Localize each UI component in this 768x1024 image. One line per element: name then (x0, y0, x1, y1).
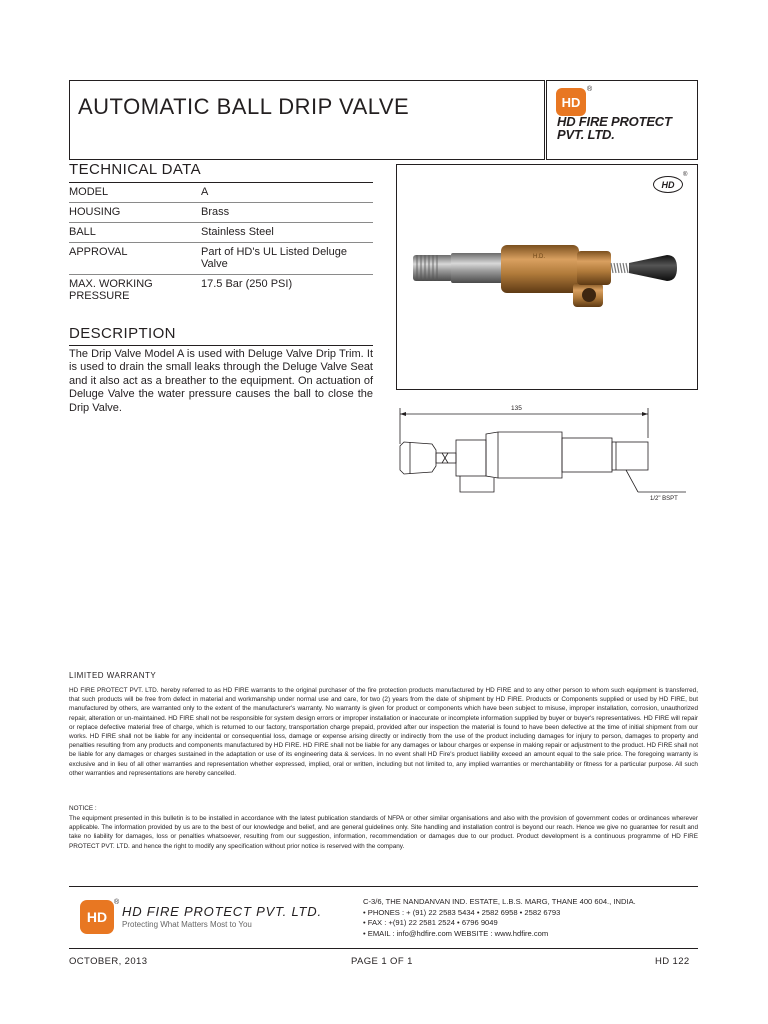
spec-value: Stainless Steel (201, 223, 373, 243)
spec-value: Brass (201, 203, 373, 223)
stem-outline (436, 453, 456, 463)
table-row (69, 183, 373, 203)
registered-mark: ® (683, 172, 688, 178)
body-neck-outline (456, 440, 486, 476)
company-name (557, 115, 672, 141)
registered-mark: ® (587, 86, 593, 93)
notice-text: The equipment presented in this bulletin is to be installed in accordance with the latest publication standards of NFPA or other similar organisations and also with the provision of government codes or ordinances wherever applicable. The information provided by us are to the best of our knowledge and belief, and are general guidelines only. Site handling and installation control is beyond our reach. Hence we give no guarantee for result and take no liability for damages, loss or penalties whatsoever, resulting from our suggestion, information, recommendation or damages due to our product. Product development is a continuous programme of HD FIRE PROTECT PVT. LTD. and hence the right to modify any specification without prior notice is reserved with the company. (69, 815, 698, 850)
company-logo-icon: HD (556, 88, 586, 116)
brass-neck (577, 251, 611, 285)
leader-line (626, 470, 638, 492)
footer-address: C-3/6, THE NANDANVAN IND. ESTATE, L.B.S. MARG, THANE 400 604., INDIA. (363, 897, 636, 906)
table-row (69, 223, 373, 243)
nipple-outline (562, 438, 612, 472)
footer-email-website: • EMAIL : info@hdfire.com WEBSITE : www.hdfire.com (363, 928, 549, 938)
dimension-drawing (386, 400, 698, 510)
footer-fax: • FAX : +(91) 22 2581 2524 • 6796 9049 (363, 918, 498, 928)
footer-date: OCTOBER, 2013 (69, 956, 148, 967)
warranty-text: HD FIRE PROTECT PVT. LTD. hereby referred to as HD FIRE warrants to the original purchaser of the fire protection products manufactured by HD FIRE and to any other person to whom such equipment is transferred, that such products will be free from defect in material and workmanship under normal use and care, for two (2) years from the date of shipment by HD FIRE. Products or Components supplied or used by HD FIRE, but manufactured by others, are warranted only to the extent of the manufacturer's warranty. No warranty is given for product or components which have been subject to misuse, improper installation, corrosion, unauthorized repair, alteration or un-maintained. HD FIRE shall not be responsible for system design errors or improper installation or inaccurate or incomplete information supplied by buyer or buyer's representatives. HD FIRE will repair or replace defective material free of charge, which is returned to our factory, transportation charge prepaid, provided after our inspection the material is found to have been defective at the time of initial shipment from our works. HD FIRE shall not be liable for any incidental or consequential loss, damage or expense arising directly or indirectly from the use of the product including damages for injury to person, damages to property and penalties resulting from any products and components manufactured by HD FIRE. HD FIRE shall not be liable for any damages or labour charges or expense in making repair or adjustment to the product. HD FIRE shall not be liable for any damages or charges sustained in the adaptation or use of its engineering data & services. In no event shall HD Fire's product liability exceed an amount equal to the sale price. The foregoing warranty is exclusive and in lieu of all other warranties and representation whether expressed, implied, oral or written, including but not limited to, any implied warranties or merchantability or fitness for a particular purpose. All such other warranties and representations are hereby cancelled. (69, 687, 698, 777)
spec-label: HOUSING (69, 203, 201, 223)
section-rule (69, 345, 373, 346)
footer-logo-icon: HD (80, 900, 114, 934)
footer-rule (69, 948, 698, 949)
spec-value: 17.5 Bar (250 PSI) (201, 278, 293, 290)
thread-outline (612, 442, 648, 470)
company-name-line2: PVT. LTD. (557, 127, 615, 142)
steel-nipple (451, 253, 503, 283)
spring (611, 263, 628, 273)
description-heading: DESCRIPTION (69, 325, 176, 342)
technical-data-heading: TECHNICAL DATA (69, 161, 202, 178)
footer-doc-code: HD 122 (655, 956, 690, 967)
footer-phones: • PHONES : + (91) 22 2583 5434 • 2582 6958 • 2582 6793 (363, 907, 561, 917)
spec-label: MAX. WORKING PRESSURE (69, 278, 153, 302)
company-name-line1: HD FIRE PROTECT (557, 114, 672, 129)
footer-rule (69, 886, 698, 887)
table-row (69, 275, 373, 307)
body-stamp: H.D. (533, 254, 545, 260)
spec-value: Part of HD's UL Listed Deluge Valve (201, 243, 373, 275)
description-text: The Drip Valve Model A is used with Deluge Valve Drip Trim. It is used to drain the small leaks through the Deluge Valve Seat and it also act as a breather to the equipment. On actuation of Deluge Valve the water pressure causes the ball to close the Drip Valve. (69, 348, 373, 414)
black-knob (629, 255, 677, 281)
registered-mark: ® (114, 899, 120, 906)
arrowhead (642, 412, 648, 416)
knob-outline (400, 442, 436, 474)
footer-tagline: Protecting What Matters Most to You (122, 920, 252, 929)
table-row (69, 243, 373, 275)
spec-label: BALL (69, 223, 201, 243)
technical-data-table (69, 183, 373, 306)
dimension-label: 135 (511, 405, 522, 412)
body-outline (486, 432, 562, 478)
table-row (69, 203, 373, 223)
title-box (69, 80, 545, 160)
port-opening (582, 288, 596, 302)
thread-label: 1/2" BSPT (650, 496, 678, 502)
brass-body (501, 245, 579, 293)
page-title: AUTOMATIC BALL DRIP VALVE (78, 94, 410, 119)
product-photo (405, 225, 689, 315)
port-outline (460, 476, 494, 492)
hd-badge-icon: HD (653, 176, 683, 193)
spec-value: A (201, 183, 373, 203)
footer-page-number: PAGE 1 OF 1 (351, 956, 413, 967)
footer-company-name: HD FIRE PROTECT PVT. LTD. (122, 904, 322, 919)
arrowhead (400, 412, 406, 416)
warranty-heading: LIMITED WARRANTY (69, 671, 157, 680)
spec-label: APPROVAL (69, 243, 201, 275)
footer-contact (363, 897, 636, 939)
notice-heading: NOTICE : (69, 805, 97, 812)
spec-label: MODEL (69, 183, 201, 203)
